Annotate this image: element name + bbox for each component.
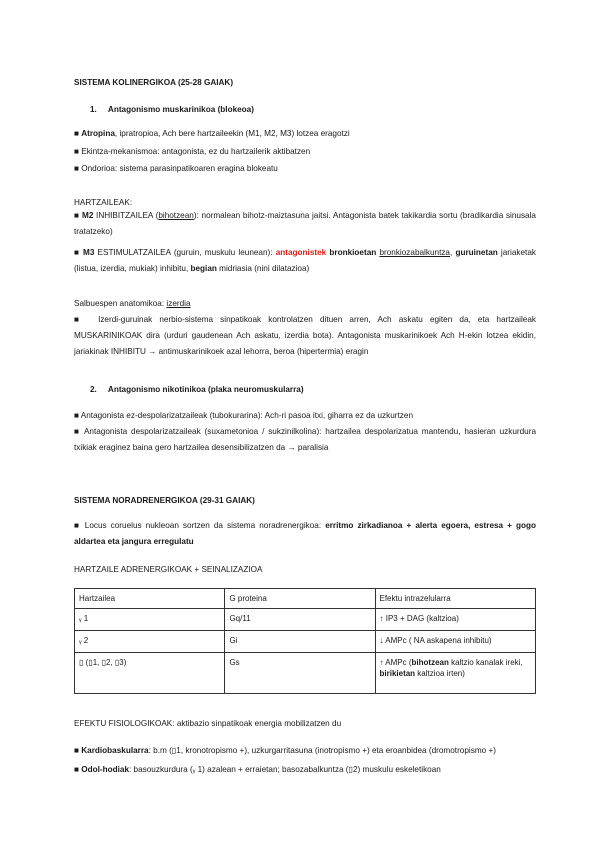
bullet-mechanism [74, 146, 534, 158]
receptor-cell: ᵧ 2 [75, 631, 225, 653]
subsection2-number: 2. [90, 385, 97, 394]
exception-text: Izerdi-guruinak nerbio-sistema sinpatikoak kontrolatzen dituen arren, Ach askatu egiten da, eta hartzaileak MUSKARINIKOAK dira (urduri gaudenean Ach askatu, izerdia bota). Antagonista muskarinikoek Ach H-ekin lotzea ekidin, jariakinak INHIBITU → antimuskarinikoek azal lehorra, beroa (hipertermia) eragin [74, 315, 536, 356]
effect-birikietan: birikietan [379, 669, 416, 678]
m3-text-d: midriasia (nini dilatazioa) [216, 264, 310, 273]
mechanism-text: Ekintza-mekanismoa: antagonista, ez du hartzailerik aktibatzen [81, 147, 311, 156]
m2-paragraph [74, 208, 536, 240]
subsection1-heading [90, 104, 550, 116]
bullet-consequence [74, 163, 534, 175]
m3-antagonistek: antagonistek [275, 248, 327, 257]
effect-bihotzean: bihotzean [411, 658, 449, 667]
bullet-mark-icon: ■ [74, 427, 81, 436]
table-header-row [75, 589, 536, 609]
section1-title: SISTEMA KOLINERGIKOA (25-28 GAIAK) [74, 78, 234, 87]
m3-paragraph [74, 245, 536, 277]
locus-text-a: Locus coruelus nukleoan sortzen da sistema noradrenergikoa: [84, 521, 326, 530]
gprotein-cell: Gq/11 [225, 609, 375, 631]
subsection1-title: Antagonismo muskarinikoa (blokeoa) [107, 105, 254, 114]
bullet-mark-icon: ■ [74, 411, 79, 420]
bullet-odol [74, 764, 534, 776]
efektu-label: EFEKTU FISIOLOGIKOAK: aktibazio sinpatikoak energia mobilizatzen du [74, 719, 342, 728]
receptor-cell: ᵧ 1 [75, 609, 225, 631]
bullet-mark-icon: ■ [74, 521, 81, 530]
table-title: HARTZAILE ADRENERGIKOAK + SEINALIZAZIOA [74, 565, 263, 574]
exception-label: Salbuespen anatomikoa: [74, 299, 167, 308]
table-header-cell: G proteina [225, 589, 375, 609]
locus-paragraph [74, 518, 536, 550]
table-header-cell: Efektu intrazelularra [375, 589, 536, 609]
m3-bronkioetan: bronkioetan [326, 248, 377, 257]
bullet-mark-icon: ■ [74, 147, 79, 156]
bullet-nondepolarizing [74, 410, 534, 422]
nondepolarizing-text: Antagonista ez-despolarizatzaileak (tubokurarina): Ach-ri pasoa itxi, giharra ez da uzkurtzen [80, 411, 414, 420]
atropina-bold: Atropina [81, 129, 115, 138]
bullet-mark-icon: ■ [74, 211, 80, 220]
odol-text: : basouzkurdura (ᵧ 1) azalean + erraietan; basozabalkuntza (▯2) muskulu eskeletikoan [129, 765, 441, 774]
gprotein-cell: Gi [225, 631, 375, 653]
receptor-table [74, 588, 536, 694]
table-row [75, 631, 536, 653]
m2-text-b: ): normalean bihotz-maiztasuna jaitsi. Antagonista batek takikardia sortu (bradikardia sinusala tratatzeko) [74, 211, 536, 236]
consequence-text: Ondorioa: sistema parasinpatikoaren eragina blokeatu [81, 164, 278, 173]
m3-text-c: jariaketak (listua, izerdia, mukiak) inhibitu, [74, 248, 536, 273]
bullet-atropina [74, 128, 534, 140]
effect-cell [375, 653, 536, 694]
m3-begian: begian [190, 264, 217, 273]
table-header-cell: Hartzailea [75, 589, 225, 609]
bullet-mark-icon: ■ [74, 315, 84, 324]
m3-comma: , [450, 248, 456, 257]
bullet-mark-icon: ■ [74, 129, 79, 138]
exception-line [74, 298, 534, 310]
kardio-text: : b.m (▯1, kronotropismo +), uzkurgarritasuna (inotropismo +) eta eroanbidea (dromotropismo +) [148, 746, 496, 755]
odol-bold: Odol-hodiak [81, 765, 129, 774]
section2-title: SISTEMA NORADRENERGIKOA (29-31 GAIAK) [74, 496, 255, 505]
atropina-rest: , ipratropioa, Ach bere hartzaileekin (M1, M2, M3) lotzea eragotzi [114, 129, 350, 138]
effect-cell: ↓ AMPc ( NA askapena inhibitu) [375, 631, 536, 653]
table-row [75, 653, 536, 694]
bullet-depolarizing [74, 424, 536, 456]
m3-bronkiozabalkuntza: bronkiozabalkuntza [379, 248, 450, 257]
m2-label: M2 [82, 211, 94, 220]
m3-guruinetan: guruinetan [455, 248, 498, 257]
m3-label: M3 [83, 248, 95, 257]
exception-word: izerdia [166, 299, 191, 308]
bullet-mark-icon: ■ [74, 164, 79, 173]
table-row [75, 609, 536, 631]
effect-cell: ↑ IP3 + DAG (kaltzioa) [375, 609, 536, 631]
subsection1-number: 1. [90, 105, 97, 114]
locus-text-b: erritmo zirkadianoa + alerta egoera, estresa + gogo aldartea eta jangura erregulatu [74, 521, 536, 546]
m3-text-a: ESTIMULATZAILEA (guruin, muskulu leunean): [94, 248, 276, 257]
gprotein-cell: Gs [225, 653, 375, 694]
subsection2-title: Antagonismo nikotinikoa (plaka neuromuskularra) [107, 385, 304, 394]
bullet-mark-icon: ■ [74, 746, 79, 755]
kardio-bold: Kardiobaskularra [81, 746, 149, 755]
depolarizing-text: Antagonista despolarizatzaileak (suxametonioa / sukzinilkolina): hartzailea despolarizatua mantendu, hasieran uzkurdura txikiak eraginez baina gero hartzailea desensibilizatzen da → paralisia [74, 427, 536, 452]
effect-text-c: kaltzio kanalak ireki, [448, 658, 523, 667]
bullet-kardio [74, 745, 534, 757]
exception-paragraph [74, 312, 536, 360]
subsection2-heading [90, 384, 550, 396]
effect-text-a: ↑ AMPc ( [379, 658, 412, 667]
receptor-cell: ▯ (▯1, ▯2, ▯3) [75, 653, 225, 694]
m2-organ: bihotzean [158, 211, 194, 220]
m2-text-a: INHIBITZAILEA ( [93, 211, 159, 220]
hartzaileak-label: HARTZAILEAK: [74, 198, 133, 207]
effect-text-d: kaltzioa irten) [415, 669, 465, 678]
bullet-mark-icon: ■ [74, 765, 79, 774]
bullet-mark-icon: ■ [74, 248, 80, 257]
